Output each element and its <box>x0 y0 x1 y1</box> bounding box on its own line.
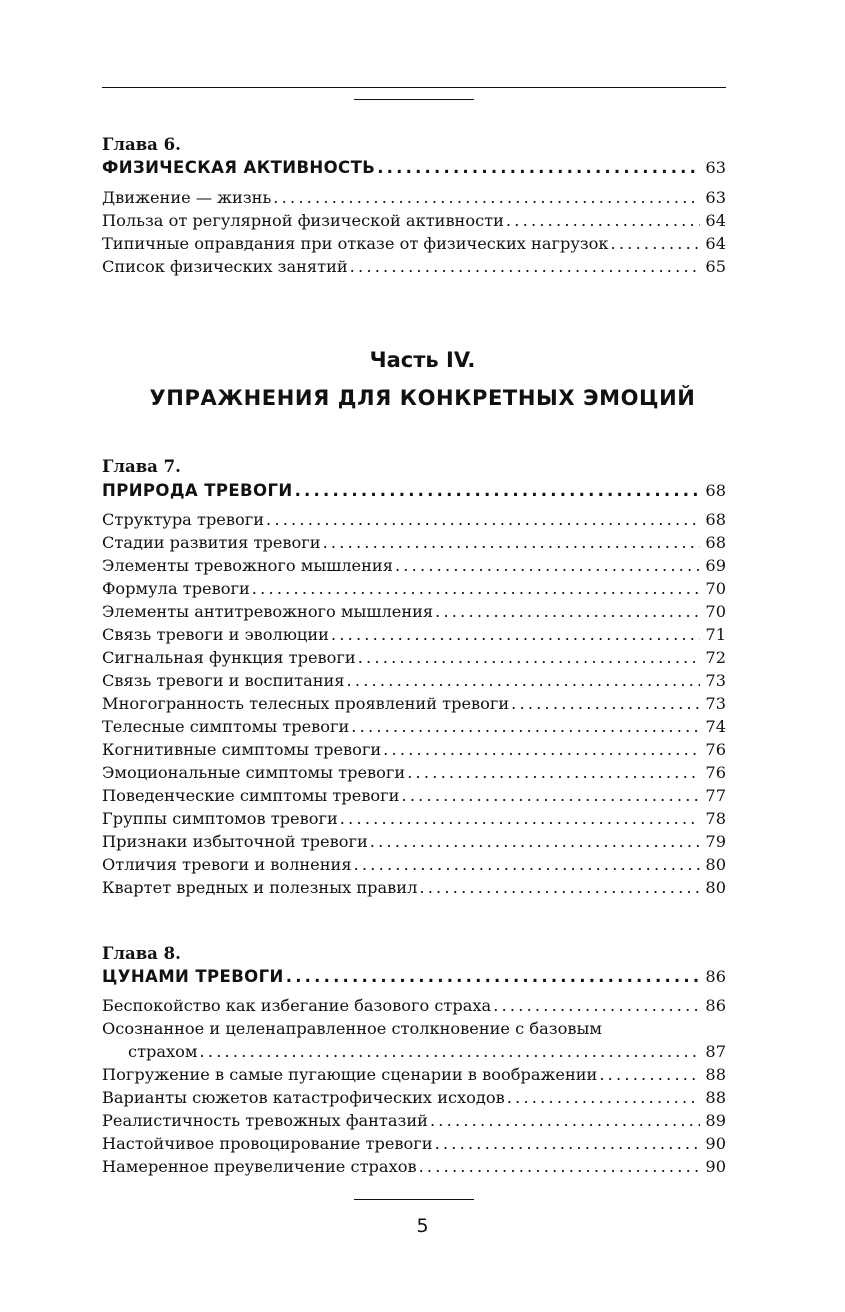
entry-title: Элементы тревожного мышления <box>102 556 393 575</box>
toc-entry[interactable] <box>102 877 726 899</box>
chapter-title: ФИЗИЧЕСКАЯ АКТИВНОСТЬ <box>102 158 376 177</box>
entry-title: Список физических занятий <box>102 257 348 276</box>
page-ref: 73 <box>705 671 726 690</box>
toc-entry[interactable] <box>102 1087 726 1109</box>
entry-title: Элементы антитревожного мышления <box>102 602 434 621</box>
entry-title-continuation: страхом <box>128 1042 198 1061</box>
toc-entry[interactable] <box>102 1110 726 1132</box>
dot-leader <box>340 808 700 830</box>
dot-leader <box>354 854 700 876</box>
entry-title: Формула тревоги <box>102 579 250 598</box>
chapter-title: ЦУНАМИ ТРЕВОГИ <box>102 967 284 986</box>
toc-entry[interactable] <box>102 256 726 278</box>
dot-leader <box>273 187 700 209</box>
entry-title: Связь тревоги и воспитания <box>102 671 345 690</box>
toc-entry[interactable] <box>102 1064 726 1086</box>
chapter-8-heading[interactable] <box>102 966 726 988</box>
page-ref: 88 <box>705 1065 726 1084</box>
toc-entry[interactable] <box>102 670 726 692</box>
dot-leader <box>599 1064 700 1086</box>
toc-entry[interactable] <box>102 693 726 715</box>
toc-entry[interactable] <box>102 233 726 255</box>
dot-leader <box>286 966 700 988</box>
entry-title: Движение — жизнь <box>102 188 272 207</box>
entry-title: Беспокойство как избегание базового страха <box>102 996 492 1015</box>
toc-entry[interactable] <box>102 808 726 830</box>
entry-title: Реалистичность тревожных фантазий <box>102 1111 428 1130</box>
entry-title: Погружение в самые пугающие сценарии в воображении <box>102 1065 598 1084</box>
page-ref: 68 <box>705 533 726 552</box>
page-ref: 80 <box>705 878 726 897</box>
entry-title: Типичные оправдания при отказе от физических нагрузок <box>102 234 609 253</box>
page-ref: 86 <box>705 967 726 986</box>
page-ref: 88 <box>705 1088 726 1107</box>
toc-entry[interactable] <box>102 854 726 876</box>
toc-entry-continuation[interactable] <box>128 1041 726 1063</box>
dot-leader <box>611 233 700 255</box>
toc-entry[interactable] <box>102 1156 726 1178</box>
page-ref: 63 <box>705 188 726 207</box>
chapter-8-label: Глава 8. <box>102 944 181 963</box>
toc-entry[interactable] <box>102 1133 726 1155</box>
toc-entry[interactable] <box>102 210 726 232</box>
toc-entry-wrapped-first-line[interactable]: Осознанное и целенаправленное столкновение с базовым <box>102 1019 602 1038</box>
entry-title: Стадии развития тревоги <box>102 533 321 552</box>
entry-title: Намеренное преувеличение страхов <box>102 1157 417 1176</box>
toc-entry[interactable] <box>102 995 726 1017</box>
page-ref: 80 <box>705 855 726 874</box>
dot-leader <box>200 1041 700 1063</box>
toc-entry[interactable] <box>102 716 726 738</box>
page-ref: 76 <box>705 740 726 759</box>
entry-title: Телесные симптомы тревоги <box>102 717 350 736</box>
page-ref: 89 <box>705 1111 726 1130</box>
dot-leader <box>507 1087 700 1109</box>
dot-leader <box>383 739 700 761</box>
dot-leader <box>493 995 700 1017</box>
entry-title: Группы симптомов тревоги <box>102 809 338 828</box>
dot-leader <box>506 210 700 232</box>
toc-entry[interactable] <box>102 831 726 853</box>
dot-leader <box>407 762 700 784</box>
entry-title: Когнитивные симптомы тревоги <box>102 740 382 759</box>
toc-entry[interactable] <box>102 624 726 646</box>
toc-entry[interactable] <box>102 647 726 669</box>
chapter-7-label: Глава 7. <box>102 457 181 476</box>
dot-leader <box>435 1133 700 1155</box>
top-short-rule <box>354 99 474 100</box>
page-ref: 87 <box>705 1042 726 1061</box>
page-ref: 73 <box>705 694 726 713</box>
page-ref: 70 <box>705 579 726 598</box>
entry-title: Многогранность телесных проявлений тревоги <box>102 694 510 713</box>
page-ref: 71 <box>705 625 726 644</box>
toc-entry[interactable] <box>102 532 726 554</box>
page-ref: 74 <box>705 717 726 736</box>
toc-entry[interactable] <box>102 762 726 784</box>
dot-leader <box>252 578 700 600</box>
entry-title: Поведенческие симптомы тревоги <box>102 786 400 805</box>
entry-title: Сигнальная функция тревоги <box>102 648 356 667</box>
dot-leader <box>370 831 700 853</box>
toc-entry[interactable] <box>102 739 726 761</box>
chapter-6-label: Глава 6. <box>102 135 181 154</box>
page-ref: 90 <box>705 1134 726 1153</box>
entry-title: Настойчивое провоцирование тревоги <box>102 1134 433 1153</box>
toc-entry[interactable] <box>102 601 726 623</box>
dot-leader <box>377 157 700 179</box>
entry-title: Связь тревоги и эволюции <box>102 625 329 644</box>
page-ref: 69 <box>705 556 726 575</box>
page-ref: 78 <box>705 809 726 828</box>
dot-leader <box>323 532 700 554</box>
dot-leader <box>419 877 700 899</box>
page-ref: 68 <box>705 510 726 529</box>
dot-leader <box>511 693 700 715</box>
page-ref: 65 <box>705 257 726 276</box>
dot-leader <box>435 601 700 623</box>
page-ref: 79 <box>705 832 726 851</box>
chapter-title: ПРИРОДА ТРЕВОГИ <box>102 481 293 500</box>
page-ref: 76 <box>705 763 726 782</box>
chapter-7-heading[interactable] <box>102 480 726 502</box>
bottom-short-rule <box>354 1199 474 1200</box>
entry-title: Отличия тревоги и волнения <box>102 855 352 874</box>
entry-title: Польза от регулярной физической активности <box>102 211 504 230</box>
page-ref: 72 <box>705 648 726 667</box>
dot-leader <box>350 256 700 278</box>
page-ref: 77 <box>705 786 726 805</box>
chapter-6-heading[interactable] <box>102 157 726 179</box>
part-title: УПРАЖНЕНИЯ ДЛЯ КОНКРЕТНЫХ ЭМОЦИЙ <box>149 386 696 410</box>
entry-title: Квартет вредных и полезных правил <box>102 878 418 897</box>
toc-entry[interactable] <box>102 785 726 807</box>
page-ref: 70 <box>705 602 726 621</box>
dot-leader <box>419 1156 700 1178</box>
part-number: Часть IV. <box>369 348 476 372</box>
page-ref: 63 <box>705 158 726 177</box>
dot-leader <box>358 647 700 669</box>
toc-entry[interactable] <box>102 509 726 531</box>
entry-title: Признаки избыточной тревоги <box>102 832 368 851</box>
toc-entry[interactable] <box>102 555 726 577</box>
dot-leader <box>351 716 700 738</box>
page-number: 5 <box>416 1215 429 1237</box>
page-ref: 64 <box>705 234 726 253</box>
dot-leader <box>266 509 700 531</box>
dot-leader <box>295 480 700 502</box>
page-ref: 68 <box>705 481 726 500</box>
top-rule <box>102 87 726 88</box>
dot-leader <box>331 624 700 646</box>
dot-leader <box>401 785 700 807</box>
dot-leader <box>395 555 700 577</box>
page-ref: 86 <box>705 996 726 1015</box>
page-ref: 90 <box>705 1157 726 1176</box>
dot-leader <box>430 1110 700 1132</box>
dot-leader <box>347 670 700 692</box>
toc-entry[interactable] <box>102 578 726 600</box>
entry-title: Варианты сюжетов катастрофических исходов <box>102 1088 505 1107</box>
entry-title: Структура тревоги <box>102 510 265 529</box>
toc-entry[interactable] <box>102 187 726 209</box>
entry-title: Эмоциональные симптомы тревоги <box>102 763 406 782</box>
page-ref: 64 <box>705 211 726 230</box>
